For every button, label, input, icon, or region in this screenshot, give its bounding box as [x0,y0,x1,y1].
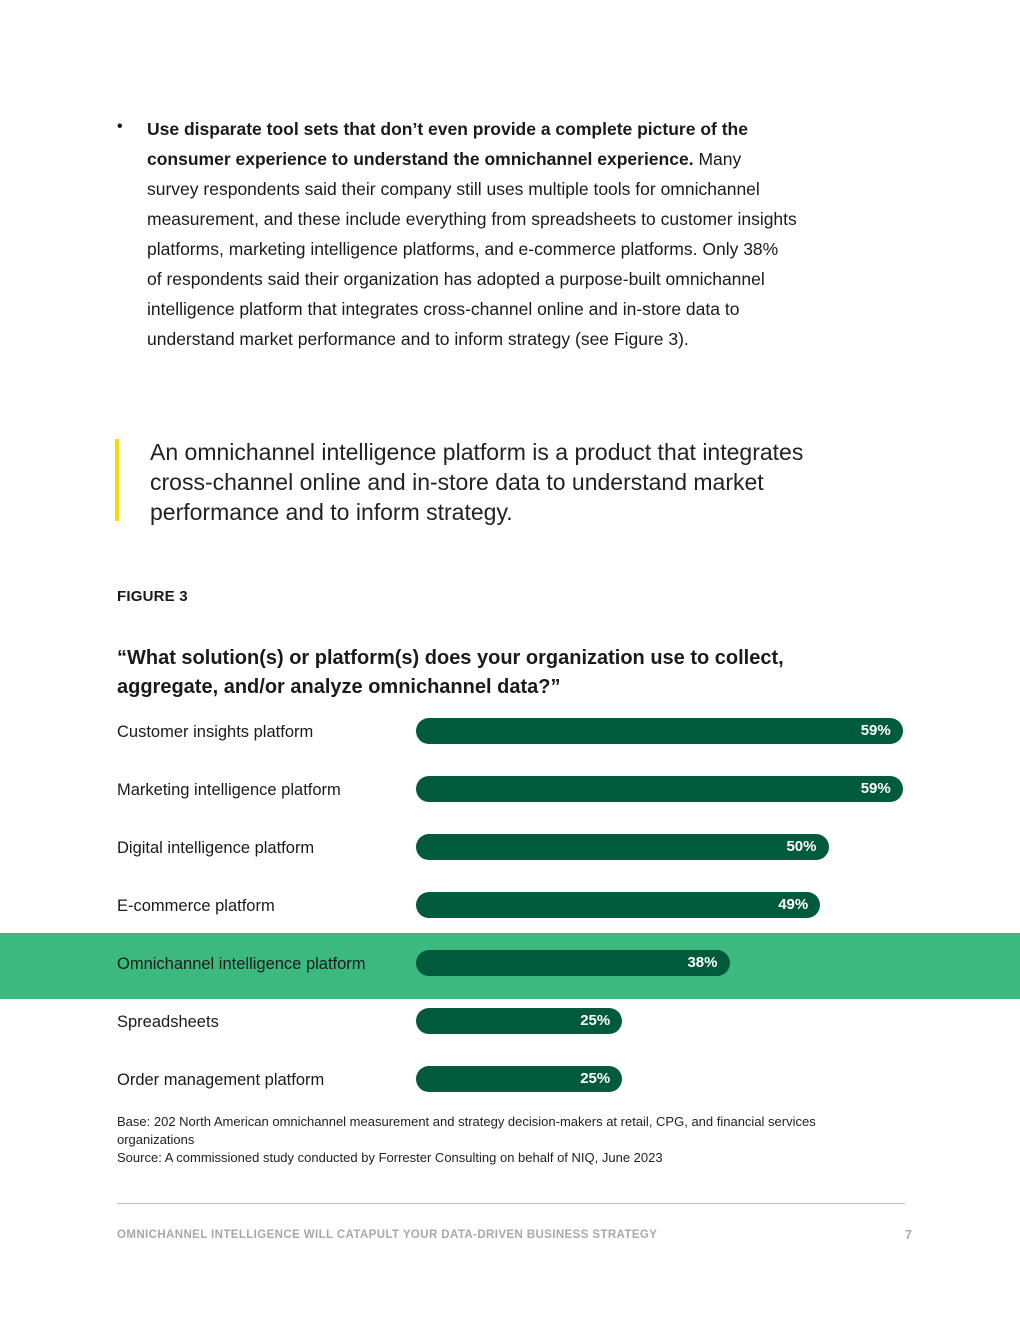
footer-title: OMNICHANNEL INTELLIGENCE WILL CATAPULT YOUR DATA-DRIVEN BUSINESS STRATEGY [117,1229,658,1241]
category-label: Spreadsheets [117,1013,219,1031]
pullquote [115,437,835,523]
category-label: Digital intelligence platform [117,839,315,857]
category-label: Order management platform [117,1071,325,1089]
chart-row [0,701,1020,767]
bar [416,1008,622,1034]
category-label: E-commerce platform [117,897,275,915]
bar-value-label: 25% [580,1070,611,1087]
bar [416,776,903,802]
figure-label: FIGURE 3 [117,588,188,605]
bar [416,834,829,860]
figure-question: “What solution(s) or platform(s) does your organization use to collect, aggregate, and/or analyze omnichannel data?” [117,647,784,698]
bar [416,892,820,918]
bullet-marker: • [117,118,123,135]
chart-row-highlighted [0,933,1020,999]
bar-value-label: 25% [580,1012,611,1029]
chart-row [0,875,1020,941]
bar-value-label: 59% [860,780,891,797]
bullet-body-text: Many survey respondents said their company still uses multiple tools for omnichannel measurement, and these include everything from spreadsheets to customer insights platforms, marketing intelligence platforms, and e-commerce platforms. Only 38% of respondents said their organization has adopted a purpose-built omnichannel intelligence platform that integrates cross-channel online and in-store data to understand market performance and to inform strategy (see Figure 3). [147,149,797,349]
category-label: Marketing intelligence platform [117,781,341,799]
bullet-lead-text: Use disparate tool sets that don’t even provide a complete picture of the consumer experience to understand the omnichannel experience. [147,119,748,169]
bar [416,1066,622,1092]
base-note: Base: 202 North American omnichannel measurement and strategy decision-makers at retail, CPG, and financial services organizations [117,1114,816,1147]
category-label: Omnichannel intelligence platform [117,955,366,973]
pullquote-text: An omnichannel intelligence platform is a product that integrates cross-channel online and in-store data to understand market performance and to inform strategy. [150,439,804,525]
bar-value-label: 50% [786,838,817,855]
bar [416,950,730,976]
chart-row [0,991,1020,1057]
source-note: Source: A commissioned study conducted by Forrester Consulting on behalf of NIQ, June 2023 [117,1150,663,1165]
category-label: Customer insights platform [117,723,314,741]
bar-value-label: 38% [687,954,718,971]
bar-chart [0,705,1020,1111]
bullet-paragraph [147,114,797,354]
bar-value-label: 59% [860,722,891,739]
chart-row [0,1049,1020,1115]
pullquote-accent-bar [115,439,119,521]
chart-row [0,759,1020,825]
figure-notes [117,1113,817,1167]
footer-divider [117,1203,905,1204]
bar [416,718,903,744]
chart-row [0,817,1020,883]
bar-value-label: 49% [778,896,809,913]
page-number: 7 [905,1228,912,1242]
